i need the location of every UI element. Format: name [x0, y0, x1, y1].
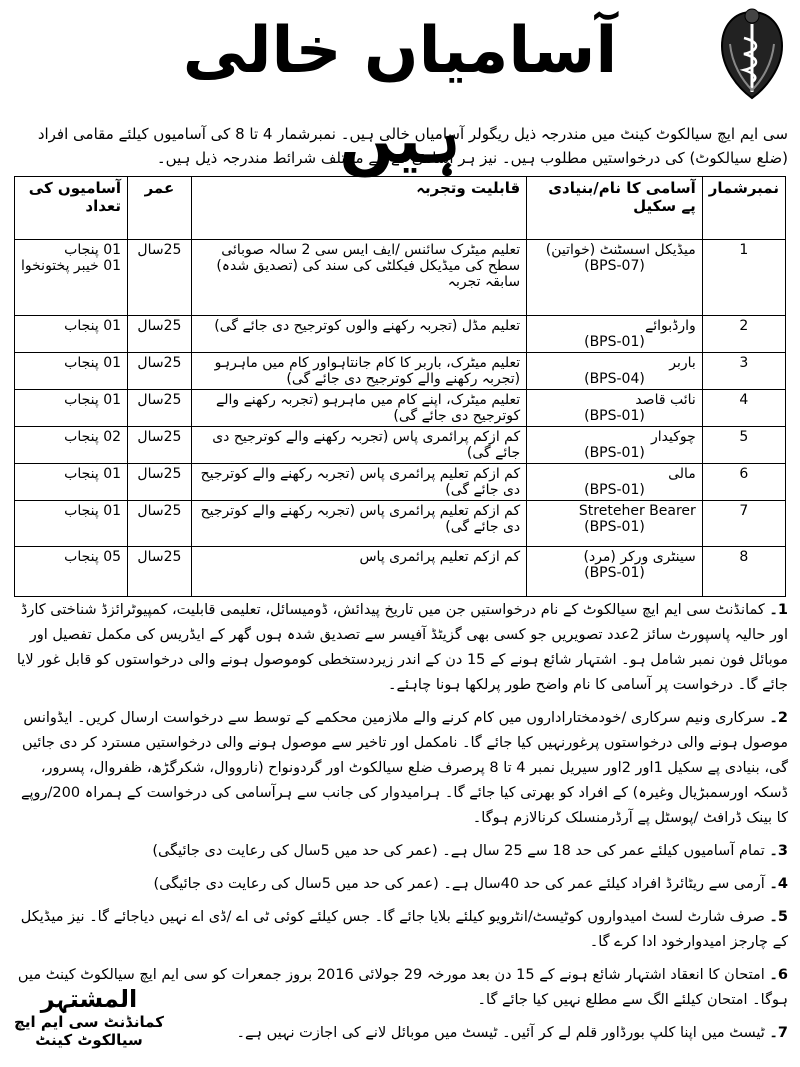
table-row	[15, 353, 786, 390]
serial-cell	[702, 316, 785, 353]
qualification-cell	[191, 390, 526, 427]
post-name: Streteher Bearer	[578, 503, 696, 519]
post-count: 01 پنجاب	[64, 466, 122, 482]
post-name-cell	[527, 353, 703, 390]
serial-cell	[702, 547, 785, 597]
table-row	[15, 464, 786, 501]
header-post-count: آسامیوں کی تعداد	[15, 177, 128, 240]
post-name: وارڈبوائے	[645, 318, 696, 334]
instruction-item	[12, 839, 788, 864]
header-serial: نمبرشمار	[702, 177, 785, 240]
qualification-text: تعلیم مڈل (تجربہ رکھنے والوں کوترجیح دی جائے گی)	[214, 318, 521, 334]
instruction-text: آرمی سے ریٹائرڈ افراد کیلئے عمر کی حد 40سال ہے۔ (عمر کی حد میں 5سال کی رعایت دی جائیگی)	[153, 876, 765, 892]
serial-cell	[702, 353, 785, 390]
pay-scale: (BPS-01)	[584, 334, 645, 350]
advertiser-title: المشتہر	[40, 985, 138, 1013]
serial-number: 3	[739, 355, 749, 371]
age-cell	[128, 316, 192, 353]
age-limit: 25سال	[137, 549, 182, 565]
instruction-text: صرف شارٹ لسٹ امیدواروں کوٹیسٹ/انٹرویو کیلئے بلایا جائے گا۔ جس کیلئے کوئی ٹی اے /ڈی اے نہیں دیاجائے گا۔ نیز میڈیکل کے چارجز امیدوارخود ادا کرے گا۔	[20, 909, 788, 950]
instruction-text: ٹیسٹ میں اپنا کلپ بورڈاور قلم لے کر آئیں۔ ٹیسٹ میں موبائل لانے کی اجازت نہیں ہے۔	[236, 1025, 765, 1041]
instruction-text: کمانڈنٹ سی ایم ایچ سیالکوٹ کے نام درخواستیں جن میں تاریخ پیدائش، ڈومیسائل، تعلیمی قابلیت، کمپیوٹرائزڈ شناختی کارڈ اور حالیہ پاسپورٹ سائز 2عدد تصویریں جو کسی بھی گزیٹڈ آفیسر سے تصدیق شدہ ہوں گھر کے ایڈریس کی مکمل تفصیل اور موبائل فون نمبر شامل ہو۔ اشتہار شائع ہونے کے 15 دن کے اندر زیردستخطی کوموصول ہونے والی درخواستوں کو قابل غور لایا جائے گا۔ درخواست پر آسامی کا نام واضح طور پرلکھا ہونا چاہئے۔	[16, 602, 788, 693]
qualification-text: تعلیم میٹرک، اپنے کام میں ماہرہو (تجربہ رکھنے والے کوترجیح دی جائے گی)	[216, 392, 521, 424]
serial-cell	[702, 501, 785, 547]
age-limit: 25سال	[137, 392, 182, 408]
instruction-text: تمام آسامیوں کیلئے عمر کی حد 18 سے 25 سال ہے۔ (عمر کی حد میں 5سال کی رعایت دی جائیگی)	[152, 843, 765, 859]
table-row	[15, 316, 786, 353]
qualification-text: کم ازکم پرائمری پاس (تجربہ رکھنے والے کوترجیح دی جائے گی)	[212, 429, 521, 461]
post-name-cell	[527, 390, 703, 427]
age-cell	[128, 547, 192, 597]
age-cell	[128, 390, 192, 427]
table-row	[15, 547, 786, 597]
post-count-cell	[15, 316, 128, 353]
serial-cell	[702, 427, 785, 464]
advertiser-name: کمانڈنٹ سی ایم ایچ سیالکوٹ کینٹ	[14, 1013, 164, 1049]
post-count: 01 پنجاب	[64, 318, 122, 334]
instruction-number: 1۔	[769, 602, 788, 618]
post-name: نائب قاصد	[635, 392, 696, 408]
serial-cell	[702, 390, 785, 427]
post-name-cell	[527, 427, 703, 464]
post-name: میڈیکل اسسٹنٹ (خواتین)	[545, 242, 696, 258]
pay-scale: (BPS-04)	[584, 371, 645, 387]
post-count-cell	[15, 240, 128, 316]
post-name-cell	[527, 464, 703, 501]
qualification-cell	[191, 464, 526, 501]
post-name-cell	[527, 240, 703, 316]
header-qualification: قابلیت وتجربہ	[191, 177, 526, 240]
age-limit: 25سال	[137, 466, 182, 482]
post-count: 01 پنجاب	[64, 503, 122, 519]
table-row	[15, 427, 786, 464]
post-count: 01 پنجاب	[64, 355, 122, 371]
serial-number: 1	[739, 242, 749, 258]
pay-scale: (BPS-01)	[584, 565, 645, 581]
pay-scale: (BPS-01)	[584, 519, 645, 535]
age-limit: 25سال	[137, 503, 182, 519]
age-cell	[128, 464, 192, 501]
header-post-name: آسامی کا نام/بنیادی پے سکیل	[527, 177, 703, 240]
table-header-row	[15, 177, 786, 240]
serial-number: 5	[739, 429, 749, 445]
table-row	[15, 390, 786, 427]
instruction-number: 5۔	[769, 909, 788, 925]
age-cell	[128, 427, 192, 464]
post-name-cell	[527, 547, 703, 597]
instruction-number: 3۔	[769, 843, 788, 859]
instruction-number: 4۔	[769, 876, 788, 892]
intro-text: سی ایم ایچ سیالکوٹ کینٹ میں مندرجہ ذیل ریگولر آسامیاں خالی ہیں۔ نمبرشمار 4 تا 8 کی آسامیوں کیلئے مقامی افراد (ضلع سیالکوٹ) کی درخواستیں مطلوب ہیں۔ نیز ہر آسامی کے لئے مختلف شرائط مندرجہ ذیل ہیں۔	[37, 125, 788, 167]
instruction-text: امتحان کا انعقاد اشتہار شائع ہونے کے 15 دن بعد مورخہ 29 جولائی 2016 بروز جمعرات کو سی ایم ایچ سیالکوٹ کینٹ میں ہوگا۔ امتحان کیلئے الگ سے مطلع نہیں کیا جائے گا۔	[17, 967, 788, 1008]
instruction-item	[12, 598, 788, 698]
post-count-cell	[15, 390, 128, 427]
post-count: 02 پنجاب	[64, 429, 122, 445]
pay-scale: (BPS-07)	[584, 258, 645, 274]
instruction-number: 2۔	[769, 710, 788, 726]
instruction-text: سرکاری ونیم سرکاری /خودمختاراداروں میں کام کرنے والے ملازمین محکمے کے توسط سے درخواست ارسال کریں۔ ایڈوانس موصول ہونے والی درخواستوں پرغورنہیں کیا جائے گا۔ نامکمل اور تاخیر سے موصول ہونے والی درخواستیں مسترد کر دی جائیں گی، بنیادی پے سکیل 1اور 2اور سیریل نمبر 4 تا 8 پرصرف ضلع سیالکوٹ اور گردونواح (نارووال، شکرگڑھ، ظفروال، پسرور، ڈسکہ اورسمبڑیال وغیرہ) کے افراد کو بھرتی کیا جائے گا۔ ہرامیدوار کی جانب سے ہرآسامی کی درخواست کے ہمراہ 200/روپے کا بینک ڈرافٹ /پوسٹل پے آرڈرمنسلک کرنالازم ہوگا۔	[20, 710, 788, 826]
qualification-cell	[191, 240, 526, 316]
serial-cell	[702, 240, 785, 316]
post-count-cell	[15, 464, 128, 501]
serial-cell	[702, 464, 785, 501]
age-limit: 25سال	[137, 429, 182, 445]
serial-number: 6	[739, 466, 749, 482]
post-name: چوکیدار	[651, 429, 696, 445]
header-age: عمر	[128, 177, 192, 240]
pay-scale: (BPS-01)	[584, 408, 645, 424]
qualification-cell	[191, 427, 526, 464]
instruction-number: 7۔	[769, 1025, 788, 1041]
instruction-item	[12, 905, 788, 955]
age-limit: 25سال	[137, 318, 182, 334]
qualification-text: تعلیم میٹرک سائنس /ایف ایس سی 2 سالہ صوبائی سطح کی میڈیکل فیکلٹی کی سند کی (تصدیق شدہ) سابقہ تجربہ	[216, 242, 521, 290]
post-count-cell	[15, 547, 128, 597]
post-count-cell	[15, 501, 128, 547]
age-limit: 25سال	[137, 355, 182, 371]
table-row	[15, 501, 786, 547]
post-name: باربر	[669, 355, 696, 371]
serial-number: 7	[739, 503, 749, 519]
serial-number: 2	[739, 318, 749, 334]
medical-corps-logo-icon	[712, 4, 792, 104]
post-count: 05 پنجاب	[64, 549, 122, 565]
qualification-cell	[191, 547, 526, 597]
age-cell	[128, 501, 192, 547]
serial-number: 8	[739, 549, 749, 565]
qualification-text: کم ازکم تعلیم پرائمری پاس (تجربہ رکھنے والے کوترجیح دی جائے گی)	[200, 503, 521, 535]
age-cell	[128, 353, 192, 390]
qualification-cell	[191, 501, 526, 547]
qualification-text: تعلیم میٹرک، باربر کا کام جانتاہواور کام میں ماہرہو (تجربہ رکھنے والے کوترجیح دی جائے گی)	[214, 355, 521, 387]
qualification-cell	[191, 353, 526, 390]
table-row	[15, 240, 786, 316]
post-name: مالی	[668, 466, 696, 482]
instruction-item	[12, 872, 788, 897]
post-name-cell	[527, 501, 703, 547]
qualification-cell	[191, 316, 526, 353]
age-cell	[128, 240, 192, 316]
pay-scale: (BPS-01)	[584, 445, 645, 461]
qualification-text: کم ازکم تعلیم پرائمری پاس (تجربہ رکھنے والے کوترجیح دی جائے گی)	[200, 466, 521, 498]
post-name: سینٹری ورکر (مرد)	[583, 549, 696, 565]
serial-number: 4	[739, 392, 749, 408]
vacancies-table	[14, 176, 786, 597]
instruction-item	[12, 706, 788, 831]
qualification-text: کم ازکم تعلیم پرائمری پاس	[359, 549, 521, 565]
advertiser-block	[4, 985, 174, 1049]
post-name-cell	[527, 316, 703, 353]
instruction-number: 6۔	[769, 967, 788, 983]
post-count-cell	[15, 353, 128, 390]
post-count-cell	[15, 427, 128, 464]
pay-scale: (BPS-01)	[584, 482, 645, 498]
age-limit: 25سال	[137, 242, 182, 258]
post-count: 01 پنجاب	[64, 392, 122, 408]
post-count-secondary: 01 خیبر پختونخوا	[21, 258, 122, 274]
post-count: 01 پنجاب	[64, 242, 122, 258]
page-title: آسامیاں خالی ہیں	[182, 14, 618, 178]
